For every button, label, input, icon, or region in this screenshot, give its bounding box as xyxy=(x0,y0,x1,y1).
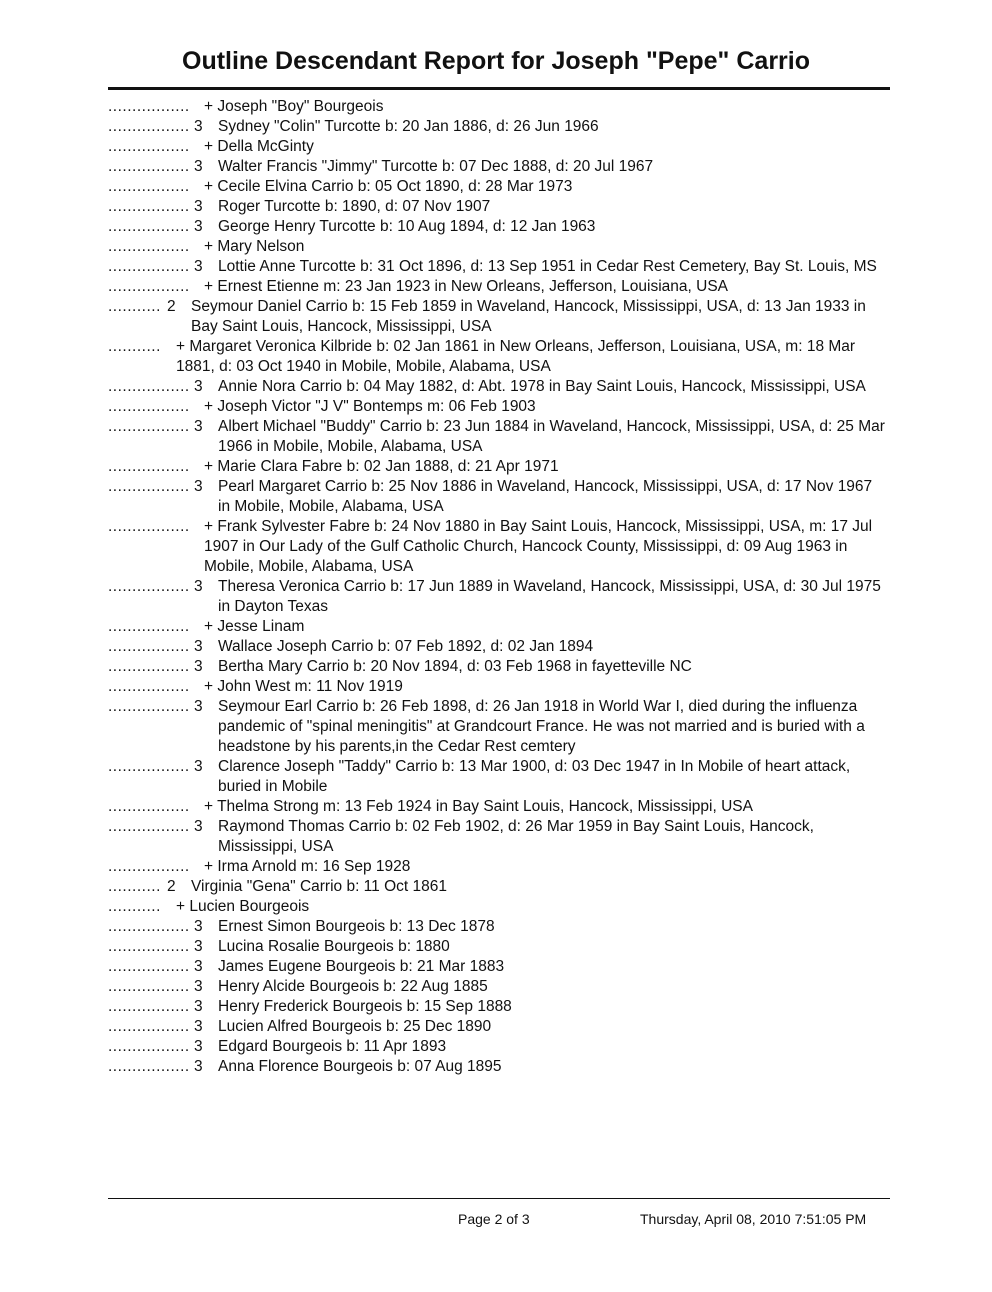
outline-entry xyxy=(0,177,992,197)
outline-entry xyxy=(0,1057,992,1077)
dot-leader: ................. xyxy=(108,658,190,675)
dot-leader: ................. xyxy=(108,638,190,655)
dot-leader: ................. xyxy=(108,958,190,975)
outline-entry xyxy=(0,377,992,397)
dot-leader: ................. xyxy=(108,98,190,115)
generation-number: 3 xyxy=(194,638,203,655)
outline-entry xyxy=(0,897,992,917)
outline-entry xyxy=(0,197,992,217)
outline-entry xyxy=(0,277,992,297)
generation-number: 3 xyxy=(194,698,203,715)
spouse-marker: + xyxy=(204,518,214,535)
spouse-entry xyxy=(204,277,886,297)
entry-text: Albert Michael "Buddy" Carrio b: 23 Jun 1884 in Waveland, Hancock, Mississippi, USA, d: 25 Mar 1966 in Mobile, Mobile, Alabama, USA xyxy=(218,418,885,455)
entry-text: Lucina Rosalie Bourgeois b: 1880 xyxy=(218,938,450,955)
entry-text: Virginia "Gena" Carrio b: 11 Oct 1861 xyxy=(191,878,447,895)
outline-entry xyxy=(0,817,992,857)
entry-text: Frank Sylvester Fabre b: 24 Nov 1880 in Bay Saint Louis, Hancock, Mississippi, USA, m: 17 Jul 1907 in Our Lady of the Gulf Catholic Church, Hancock County, Mississippi, d: 09 Aug 1963 in Mobile, Mobile, Alabama, USA xyxy=(204,518,873,575)
generation-number: 3 xyxy=(194,418,203,435)
outline-entry xyxy=(0,137,992,157)
title-rule xyxy=(108,87,890,90)
spouse-entry xyxy=(204,517,886,577)
generation-number: 2 xyxy=(167,298,176,315)
entry-text: Theresa Veronica Carrio b: 17 Jun 1889 in Waveland, Hancock, Mississippi, USA, d: 30 Jul 1975 in Dayton Texas xyxy=(218,578,881,615)
generation-number: 3 xyxy=(194,1018,203,1035)
entry-text: Margaret Veronica Kilbride b: 02 Jan 1861 in New Orleans, Jefferson, Louisiana, USA, m: 18 Mar 1881, d: 03 Oct 1940 in Mobile, Mobile, Alabama, USA xyxy=(176,338,856,375)
entry-text: John West m: 11 Nov 1919 xyxy=(217,678,403,695)
entry-text: Thelma Strong m: 13 Feb 1924 in Bay Saint Louis, Hancock, Mississippi, USA xyxy=(217,798,753,815)
outline-entry xyxy=(0,417,992,457)
dot-leader: ................. xyxy=(108,698,190,715)
outline-entry xyxy=(0,97,992,117)
generation-number: 3 xyxy=(194,1058,203,1075)
outline-entry xyxy=(0,237,992,257)
footer-rule xyxy=(108,1198,890,1199)
outline-entry xyxy=(0,577,992,617)
entry-text: Ernest Etienne m: 23 Jan 1923 in New Orleans, Jefferson, Louisiana, USA xyxy=(217,278,729,295)
spouse-entry xyxy=(204,177,886,197)
spouse-entry xyxy=(204,137,886,157)
generation-number: 3 xyxy=(194,478,203,495)
dot-leader: ................. xyxy=(108,218,190,235)
dot-leader: ................. xyxy=(108,238,190,255)
dot-leader: ................. xyxy=(108,378,190,395)
entry-text: Annie Nora Carrio b: 04 May 1882, d: Abt. 1978 in Bay Saint Louis, Hancock, Mississippi, USA xyxy=(218,378,866,395)
entry-text: Della McGinty xyxy=(217,138,314,155)
entry-text: George Henry Turcotte b: 10 Aug 1894, d: 12 Jan 1963 xyxy=(218,218,596,235)
entry-text: Anna Florence Bourgeois b: 07 Aug 1895 xyxy=(218,1058,502,1075)
outline-entry xyxy=(0,637,992,657)
generation-number: 3 xyxy=(194,1038,203,1055)
spouse-marker: + xyxy=(204,678,214,695)
entry-text: Jesse Linam xyxy=(217,618,305,635)
entry-text: Marie Clara Fabre b: 02 Jan 1888, d: 21 Apr 1971 xyxy=(217,458,559,475)
report-timestamp: Thursday, April 08, 2010 7:51:05 PM xyxy=(640,1211,867,1227)
dot-leader: ................. xyxy=(108,1038,190,1055)
dot-leader: ................. xyxy=(108,678,190,695)
spouse-entry xyxy=(176,897,886,917)
spouse-entry xyxy=(176,337,886,377)
spouse-marker: + xyxy=(204,798,214,815)
dot-leader: ................. xyxy=(108,198,190,215)
dot-leader: ................. xyxy=(108,278,190,295)
generation-number: 3 xyxy=(194,258,203,275)
generation-number: 3 xyxy=(194,758,203,775)
outline-entry xyxy=(0,917,992,937)
generation-number: 3 xyxy=(194,158,203,175)
spouse-marker: + xyxy=(204,458,214,475)
dot-leader: ................. xyxy=(108,518,190,535)
dot-leader: ................. xyxy=(108,578,190,595)
generation-number: 3 xyxy=(194,118,203,135)
outline-entry xyxy=(0,477,992,517)
entry-text: Ernest Simon Bourgeois b: 13 Dec 1878 xyxy=(218,918,495,935)
generation-number: 3 xyxy=(194,578,203,595)
dot-leader: ................. xyxy=(108,398,190,415)
outline-entry xyxy=(0,217,992,237)
entry-text: Wallace Joseph Carrio b: 07 Feb 1892, d: 02 Jan 1894 xyxy=(218,638,594,655)
dot-leader: ................. xyxy=(108,118,190,135)
dot-leader: ................. xyxy=(108,858,190,875)
entry-text: Joseph "Boy" Bourgeois xyxy=(217,98,384,115)
entry-text: Walter Francis "Jimmy" Turcotte b: 07 Dec 1888, d: 20 Jul 1967 xyxy=(218,158,654,175)
entry-text: Lucien Bourgeois xyxy=(189,898,310,915)
spouse-marker: + xyxy=(204,858,214,875)
spouse-marker: + xyxy=(204,278,214,295)
entry-text: Roger Turcotte b: 1890, d: 07 Nov 1907 xyxy=(218,198,491,215)
dot-leader: ................. xyxy=(108,478,190,495)
generation-number: 3 xyxy=(194,218,203,235)
generation-number: 3 xyxy=(194,918,203,935)
entry-text: Cecile Elvina Carrio b: 05 Oct 1890, d: 28 Mar 1973 xyxy=(217,178,573,195)
entry-text: Seymour Earl Carrio b: 26 Feb 1898, d: 26 Jan 1918 in World War I, died during the influenza pandemic of "spinal meningitis" at Grandcourt France. He was not married and is buried with a headstone by his parents,in the Cedar Rest cemtery xyxy=(218,698,865,755)
dot-leader: ................. xyxy=(108,618,190,635)
entry-text: Henry Alcide Bourgeois b: 22 Aug 1885 xyxy=(218,978,488,995)
dot-leader: ................. xyxy=(108,998,190,1015)
dot-leader: ................. xyxy=(108,918,190,935)
generation-number: 3 xyxy=(194,978,203,995)
spouse-marker: + xyxy=(204,398,214,415)
dot-leader: ................. xyxy=(108,1058,190,1075)
outline-entry xyxy=(0,337,992,377)
outline-entry xyxy=(0,617,992,637)
spouse-entry xyxy=(204,797,886,817)
dot-leader: ................. xyxy=(108,158,190,175)
dot-leader: ........... xyxy=(108,338,161,355)
generation-number: 3 xyxy=(194,958,203,975)
outline-entry xyxy=(0,397,992,417)
dot-leader: ................. xyxy=(108,978,190,995)
report-title: Outline Descendant Report for Joseph "Pepe" Carrio xyxy=(182,47,810,75)
outline-entry xyxy=(0,297,992,337)
entry-text: Raymond Thomas Carrio b: 02 Feb 1902, d: 26 Mar 1959 in Bay Saint Louis, Hancock, Mississippi, USA xyxy=(218,818,814,855)
dot-leader: ........... xyxy=(108,298,161,315)
outline-entry xyxy=(0,957,992,977)
spouse-marker: + xyxy=(176,338,186,355)
generation-number: 3 xyxy=(194,658,203,675)
entry-text: Irma Arnold m: 16 Sep 1928 xyxy=(217,858,411,875)
outline-entry xyxy=(0,1037,992,1057)
dot-leader: ................. xyxy=(108,818,190,835)
dot-leader: ................. xyxy=(108,938,190,955)
outline-entry xyxy=(0,697,992,757)
generation-number: 3 xyxy=(194,378,203,395)
spouse-marker: + xyxy=(176,898,186,915)
outline-entry xyxy=(0,977,992,997)
outline-entry xyxy=(0,157,992,177)
generation-number: 2 xyxy=(167,878,176,895)
spouse-entry xyxy=(204,857,886,877)
entry-text: Joseph Victor "J V" Bontemps m: 06 Feb 1903 xyxy=(217,398,536,415)
spouse-marker: + xyxy=(204,238,214,255)
dot-leader: ................. xyxy=(108,418,190,435)
outline-entry xyxy=(0,857,992,877)
entry-text: Mary Nelson xyxy=(217,238,305,255)
spouse-marker: + xyxy=(204,618,214,635)
outline-entry xyxy=(0,757,992,797)
dot-leader: ................. xyxy=(108,458,190,475)
entry-text: Edgard Bourgeois b: 11 Apr 1893 xyxy=(218,1038,447,1055)
dot-leader: ................. xyxy=(108,138,190,155)
entry-text: James Eugene Bourgeois b: 21 Mar 1883 xyxy=(218,958,505,975)
page-number: Page 2 of 3 xyxy=(458,1211,530,1227)
generation-number: 3 xyxy=(194,998,203,1015)
spouse-marker: + xyxy=(204,138,214,155)
generation-number: 3 xyxy=(194,818,203,835)
generation-number: 3 xyxy=(194,938,203,955)
outline-entry xyxy=(0,657,992,677)
outline-entry xyxy=(0,257,992,277)
outline-entry xyxy=(0,517,992,577)
spouse-entry xyxy=(204,237,886,257)
dot-leader: ........... xyxy=(108,898,161,915)
outline-entry xyxy=(0,937,992,957)
dot-leader: ................. xyxy=(108,758,190,775)
outline-entry xyxy=(0,877,992,897)
entry-text: Sydney "Colin" Turcotte b: 20 Jan 1886, d: 26 Jun 1966 xyxy=(218,118,599,135)
dot-leader: ................. xyxy=(108,178,190,195)
outline-entry xyxy=(0,797,992,817)
dot-leader: ................. xyxy=(108,258,190,275)
entry-text: Henry Frederick Bourgeois b: 15 Sep 1888 xyxy=(218,998,512,1015)
entry-text: Lottie Anne Turcotte b: 31 Oct 1896, d: 13 Sep 1951 in Cedar Rest Cemetery, Bay St. Louis, MS xyxy=(218,258,877,275)
outline-entry xyxy=(0,457,992,477)
spouse-entry xyxy=(204,617,886,637)
outline-entry xyxy=(0,1017,992,1037)
spouse-entry xyxy=(204,677,886,697)
dot-leader: ........... xyxy=(108,878,161,895)
entry-text: Seymour Daniel Carrio b: 15 Feb 1859 in Waveland, Hancock, Mississippi, USA, d: 13 Jan 1933 in Bay Saint Louis, Hancock, Mississippi, USA xyxy=(191,298,866,335)
entry-text: Bertha Mary Carrio b: 20 Nov 1894, d: 03 Feb 1968 in fayetteville NC xyxy=(218,658,692,675)
outline-entry xyxy=(0,117,992,137)
outline-entry xyxy=(0,997,992,1017)
spouse-marker: + xyxy=(204,178,214,195)
spouse-marker: + xyxy=(204,98,214,115)
spouse-entry xyxy=(204,457,886,477)
dot-leader: ................. xyxy=(108,798,190,815)
entry-text: Pearl Margaret Carrio b: 25 Nov 1886 in Waveland, Hancock, Mississippi, USA, d: 17 Nov 1967 in Mobile, Mobile, Alabama, USA xyxy=(218,478,873,515)
generation-number: 3 xyxy=(194,198,203,215)
dot-leader: ................. xyxy=(108,1018,190,1035)
entry-text: Clarence Joseph "Taddy" Carrio b: 13 Mar 1900, d: 03 Dec 1947 in In Mobile of heart attack, buried in Mobile xyxy=(218,758,851,795)
outline-entry xyxy=(0,677,992,697)
spouse-entry xyxy=(204,397,886,417)
spouse-entry xyxy=(204,97,886,117)
descendant-list xyxy=(0,97,992,1077)
entry-text: Lucien Alfred Bourgeois b: 25 Dec 1890 xyxy=(218,1018,492,1035)
